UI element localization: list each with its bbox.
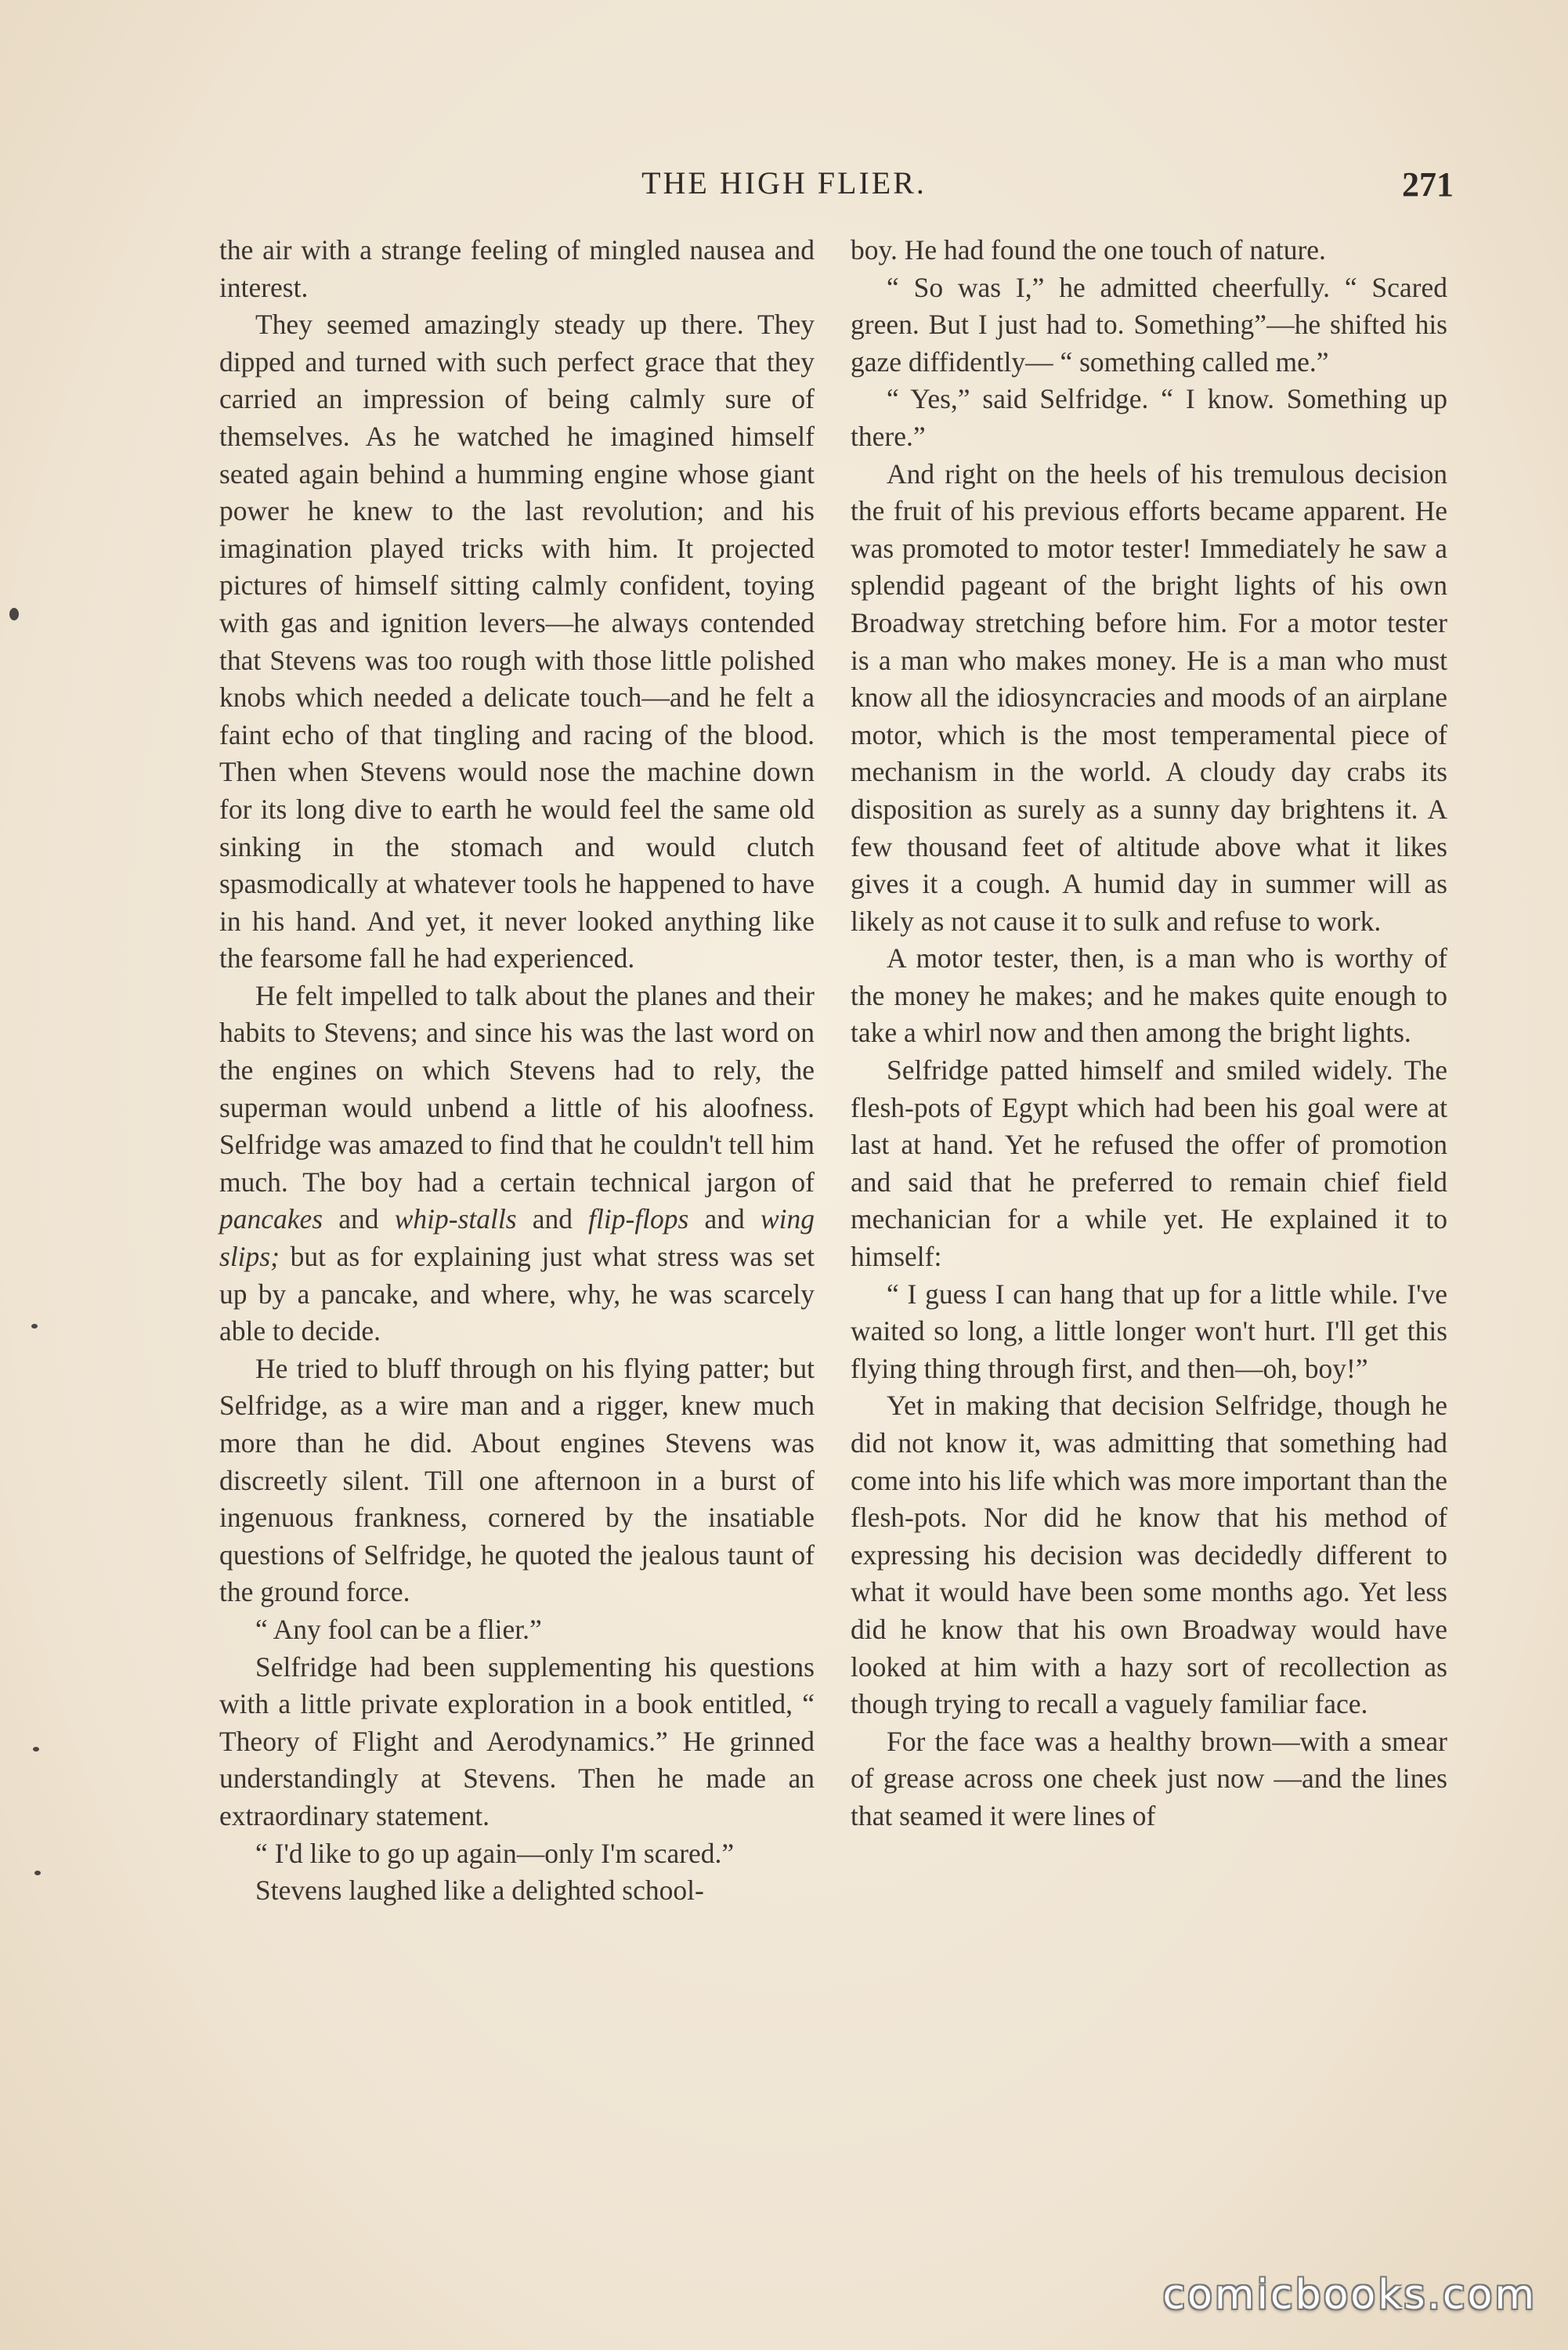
paragraph: Yet in making that decision Selfridge, though he did not know it, was admitting that something had come into his life which was more important than the flesh-pots. Nor did he know that his method of expressing his decision was decidedly different to what it would have been some months ago. Yet less did he know that his own Broadway would have looked at him with a hazy sort of recollection as though trying to recall a vaguely familiar face. [851,1390,1447,1720]
paragraph: Selfridge had been supplementing his questions with a little private exploration in a book entitled, “ Theory of Flight and Aerodynamics.” He grinned understandingly at Stevens. Then he made an extraordinary statement. [219,1650,815,1831]
paragraph: A motor tester, then, is a man who is worthy of the money he makes; and he makes quite enough to take a whirl now and then among the bright lights. [851,942,1447,1049]
paragraph: Stevens laughed like a delighted school- [255,1875,704,1907]
ink-speck [34,1871,41,1875]
watermark: comicbooks.com [1162,2272,1537,2319]
page-header [0,164,1568,212]
paragraph [219,978,815,1350]
text-run: but as for explaining just what stress was set up by a pancake, and where, why, he was scarcely able to decide. [219,1241,815,1347]
text-run: and [338,1203,379,1235]
text-run: He felt impelled to talk about the planes and their habits to Stevens; and since his was the last word on the engines on which Stevens had to rely, the superman would unbend a little of his aloofness. Selfridge was amazed to find that he couldn't tell him much. The boy had a certain technical jargon of [219,979,815,1198]
paragraph: He tried to bluff through on his flying patter; but Selfridge, as a wire man and a rigger, knew much more than he did. About engines Stevens was discreetly silent. Till one afternoon in a burst of ingenuous frankness, cornered by the insatiable questions of Selfridge, he quoted the jealous taunt of the ground force. [219,1352,815,1608]
paragraph: They seemed amazingly steady up there. They dipped and turned with such perfect grace that they carried an impression of being calmly sure of themselves. As he watched he imagined himself seated again behind a humming engine whose giant power he knew to the last revolution; and his imagination played tricks with him. It projected pictures of himself sitting calmly confident, toying with gas and ignition levers—he always contended that Stevens was too rough with those little polished knobs which needed a delicate touch—and he felt a faint echo of that tingling and racing of the blood. Then when Stevens would nose the machine down for its long dive to earth he would feel the same old sinking in the stomach and would clutch spasmodically at whatever tools he happened to have in his hand. And yet, it never looked anything like the fearsome fall he had experienced. [219,309,815,974]
paragraph: “ Any fool can be a flier.” [255,1613,542,1645]
paragraph: For the face was a healthy brown—with a smear of grease across one cheek just now —and the lines that seamed it were lines of [851,1725,1447,1831]
ink-speck [31,1324,38,1329]
ink-speck [9,608,19,620]
italic-term: flip-flops [588,1203,689,1235]
paragraph: “ I guess I can hang that up for a little while. I've waited so long, a little longer won't hurt. I'll get this flying thing through first, and then—oh, boy!” [851,1278,1447,1384]
paragraph: “ Yes,” said Selfridge. “ I know. Something up there.” [851,383,1447,452]
paragraph: Selfridge patted himself and smiled widely. The flesh-pots of Egypt which had been his goal were at last at hand. Yet he refused the offer of promotion and said that he preferred to remain chief field mechanician for a while yet. He explained it to himself: [851,1054,1447,1273]
left-column [219,232,815,1910]
running-title: THE HIGH FLIER. [641,165,927,201]
text-run: and [704,1203,745,1235]
paragraph: “ So was I,” he admitted cheerfully. “ Scared green. But I just had to. Something”—he shifted his gaze diffidently— “ something called me.” [851,271,1447,378]
paragraph: the air with a strange feeling of mingled nausea and interest. [219,234,815,303]
italic-term: pancakes [219,1203,323,1235]
italic-term: whip-stalls [394,1203,517,1235]
ink-speck [33,1747,39,1752]
paragraph: “ I'd like to go up again—only I'm scared.” [255,1837,735,1869]
paragraph: boy. He had found the one touch of nature. [851,234,1326,266]
text-run: and [532,1203,573,1235]
italic-term: wing slips; [219,1203,815,1273]
page-number: 271 [1402,165,1454,204]
right-column [851,232,1447,1835]
paragraph: And right on the heels of his tremulous decision the fruit of his previous efforts became apparent. He was promoted to motor tester! Immediately he saw a splendid pageant of the bright lights of his own Broadway stretching before him. For a motor tester is a man who makes money. He is a man who must know all the idiosyncracies and moods of an airplane motor, which is the most temperamental piece of mechanism in the world. A cloudy day crabs its disposition as surely as a sunny day brightens it. A few thousand feet of altitude above what it likes gives it a cough. A humid day in summer will as likely as not cause it to sulk and refuse to work. [851,457,1447,937]
